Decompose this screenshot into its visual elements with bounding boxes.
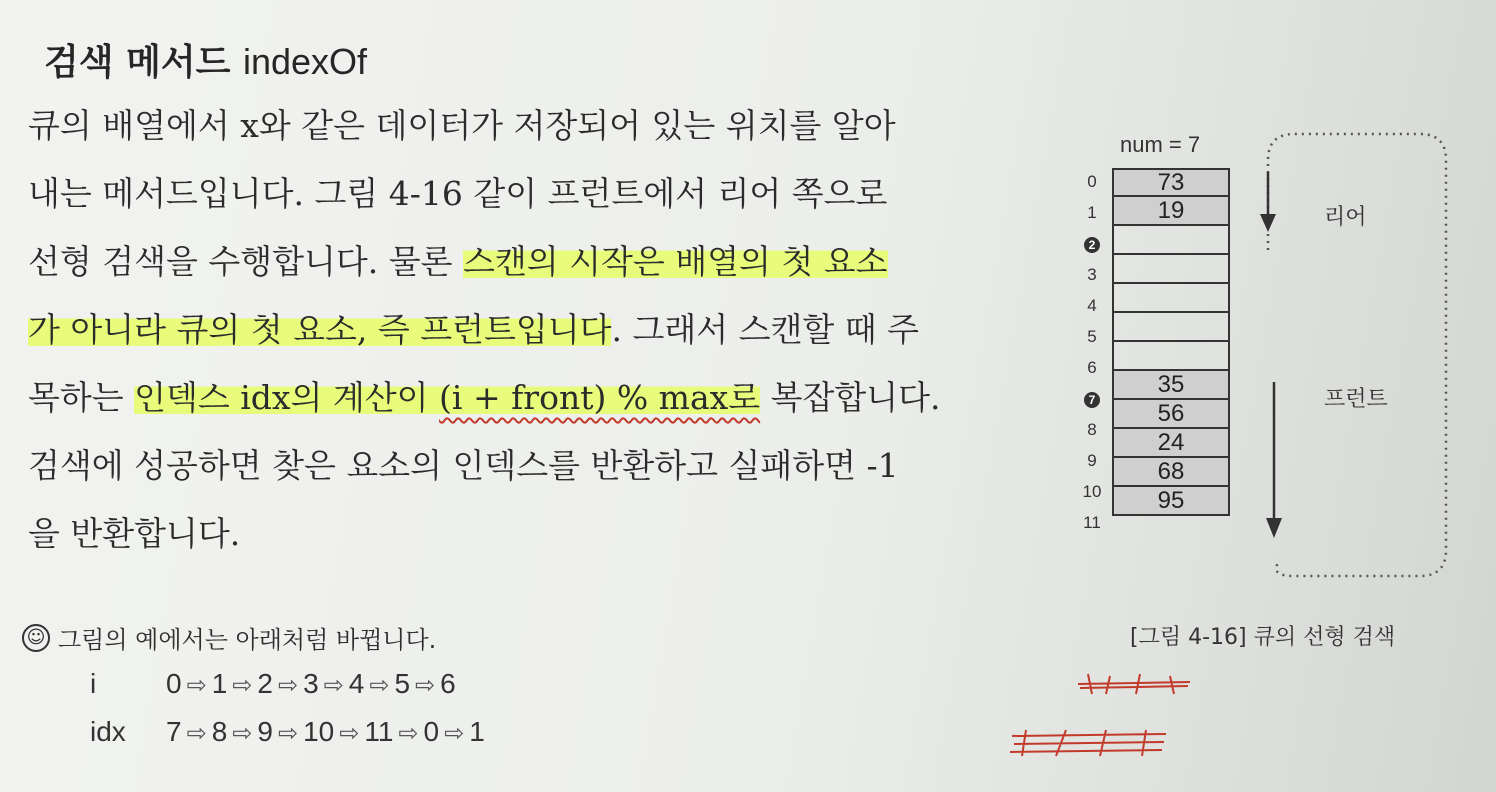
queue-diagram	[1060, 120, 1480, 600]
array-index: 3	[1087, 265, 1097, 284]
paragraph-line	[28, 92, 1018, 160]
heading-method-name: indexOf	[242, 41, 368, 82]
text-segment: 선형 검색을 수행합니다. 물론	[28, 242, 463, 281]
text-segment: 목하는	[28, 378, 135, 417]
diagram-overlay	[1060, 120, 1480, 600]
right-arrow-icon: ⇨	[339, 720, 360, 747]
sequence-value: 9	[257, 716, 273, 747]
right-arrow-icon: ⇨	[277, 720, 299, 747]
paragraph-line	[28, 296, 1018, 364]
text-segment: 검색에 성공하면 찾은 요소의 인덱스를 반환하고 실패하면 -1	[28, 446, 899, 485]
array-index: 9	[1087, 451, 1097, 470]
text-segment: 복잡합니다.	[760, 378, 941, 417]
queue-cell: 56	[1112, 400, 1230, 429]
array-index: 6	[1087, 358, 1097, 377]
paragraph-line	[28, 160, 1018, 228]
paragraph-line	[28, 432, 1018, 500]
right-arrow-icon: ⇨	[186, 672, 207, 699]
section-heading	[44, 34, 367, 85]
queue-cell: 73	[1112, 168, 1230, 197]
right-arrow-icon: ⇨	[415, 672, 436, 699]
highlighted-text: (i + front) % max로	[439, 378, 761, 417]
sequence-value: 2	[257, 668, 273, 699]
red-scribble-top	[1070, 668, 1200, 698]
highlighted-text: 스캔의 시작은 배열의 첫 요소	[463, 242, 888, 281]
sequence-value: 6	[440, 668, 456, 699]
figure-caption: [그림 4-16] 큐의 선형 검색	[1130, 625, 1396, 650]
sequence-value: 5	[394, 668, 411, 699]
front-arrow	[1266, 382, 1282, 538]
right-arrow-icon: ⇨	[323, 672, 344, 699]
sequence-value: 4	[348, 668, 365, 699]
sequence-value: 1	[211, 668, 228, 699]
highlighted-text: 가 아니라 큐의 첫 요소, 즉 프런트입니다	[28, 310, 612, 349]
front-label: 프런트	[1324, 387, 1388, 412]
rear-arrow	[1260, 172, 1276, 232]
sequence-value: 0	[423, 716, 440, 747]
array-index: 11	[1083, 513, 1101, 532]
array-index: 8	[1087, 420, 1097, 439]
text-segment: 내는 메서드입니다. 그림 4-16 같이 프런트에서 리어 쪽으로	[28, 174, 888, 213]
paragraph-line	[28, 228, 1018, 296]
tip-text: 그림의 예에서는 아래처럼 바뀝니다.	[58, 626, 437, 654]
heading-korean: 검색 메서드	[44, 42, 231, 83]
paragraph-line	[28, 364, 1018, 432]
tip-note	[22, 620, 436, 655]
right-arrow-icon: ⇨	[186, 720, 207, 747]
highlighted-text: 인덱스 idx의 계산이	[134, 378, 440, 417]
array-index: 0	[1087, 172, 1097, 191]
array-index: 4	[1087, 296, 1097, 315]
text-segment: 을 반환합니다.	[28, 514, 241, 553]
sequence-value: 11	[364, 716, 394, 747]
sequence-label: i	[90, 668, 97, 699]
text-segment: . 그래서 스캔할 때 주	[611, 310, 919, 349]
smiley-icon: ☺	[22, 624, 50, 652]
paragraph-line	[28, 500, 1018, 568]
sequence-value: 10	[303, 716, 335, 747]
sequence-value: 8	[211, 716, 228, 747]
body-paragraph	[28, 92, 1018, 568]
right-arrow-icon: ⇨	[398, 720, 419, 747]
sequence-label: idx	[90, 716, 126, 747]
right-arrow-icon: ⇨	[444, 720, 465, 747]
sequence-value: 3	[303, 668, 319, 699]
right-arrow-icon: ⇨	[369, 672, 390, 699]
sequence-value: 1	[469, 716, 485, 747]
right-arrow-icon: ⇨	[232, 720, 253, 747]
idx-sequence	[90, 716, 485, 748]
red-scribble-bottom	[1006, 724, 1176, 760]
queue-cell: 68	[1112, 458, 1230, 487]
array-index: 1	[1087, 203, 1097, 222]
array-index: 5	[1087, 327, 1097, 346]
marked-index: 7	[1084, 392, 1100, 408]
i-sequence	[90, 668, 456, 700]
num-label: num = 7	[1120, 132, 1201, 157]
marked-index: 2	[1084, 237, 1100, 253]
queue-cell: 19	[1112, 197, 1230, 226]
right-arrow-icon: ⇨	[277, 672, 299, 699]
array-index: 10	[1082, 482, 1102, 501]
queue-cell: 95	[1112, 487, 1230, 516]
text-segment: 큐의 배열에서 x와 같은 데이터가 저장되어 있는 위치를 알아	[28, 106, 896, 145]
sequence-value: 7	[166, 716, 182, 747]
queue-cell: 35	[1112, 371, 1230, 400]
rear-label: 리어	[1324, 205, 1367, 230]
queue-cell: 24	[1112, 429, 1230, 458]
sequence-value: 0	[166, 668, 182, 699]
right-arrow-icon: ⇨	[232, 672, 253, 699]
